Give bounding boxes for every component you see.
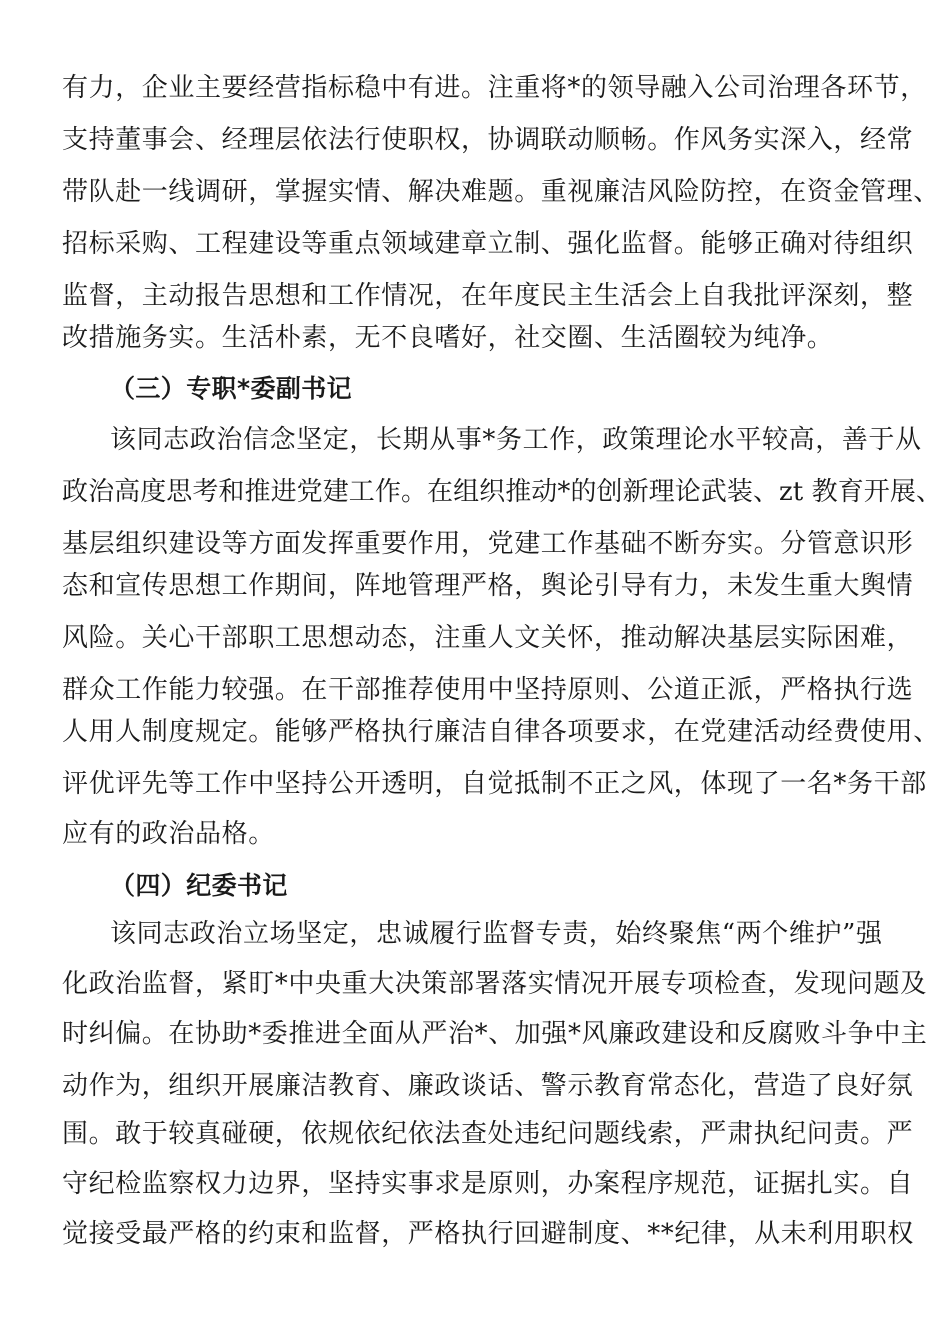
body-line: 动作为，组织开展廉洁教育、廉政谈话、警示教育常态化，营造了良好氛	[62, 1071, 914, 1101]
body-line: 应有的政治品格。	[62, 819, 275, 849]
body-line: 支持董事会、经理层依法行使职权，协调联动顺畅。作风务实深入，经常	[62, 125, 914, 155]
body-line: 评优评先等工作中坚持公开透明，自觉抵制不正之风，体现了一名*务干部	[62, 769, 927, 799]
body-line: 该同志政治立场坚定，忠诚履行监督专责，始终聚焦“两个维护”强	[110, 919, 883, 949]
body-line: 态和宣传思想工作期间，阵地管理严格，舆论引导有力，未发生重大舆情	[62, 571, 914, 601]
body-line: 人用人制度规定。能够严格执行廉洁自律各项要求，在党建活动经费使用、	[62, 717, 940, 747]
body-line: 围。敢于较真碰硬，依规依纪依法查处违纪问题线索，严肃执纪问责。严	[62, 1119, 914, 1149]
section-heading-three: （三）专职*委副书记	[110, 374, 353, 403]
body-line: 群众工作能力较强。在干部推荐使用中坚持原则、公道正派，严格执行选	[62, 675, 914, 705]
body-line: 守纪检监察权力边界，坚持实事求是原则，办案程序规范，证据扎实。自	[62, 1169, 914, 1199]
body-line: 基层组织建设等方面发挥重要作用，党建工作基础不断夯实。分管意识形	[62, 529, 914, 559]
body-line: 觉接受最严格的约束和监督，严格执行回避制度、**纪律，从未利用职权	[62, 1219, 914, 1249]
body-line: 招标采购、工程建设等重点领域建章立制、强化监督。能够正确对待组织	[62, 229, 914, 259]
body-line: 改措施务实。生活朴素，无不良嗜好，社交圈、生活圈较为纯净。	[62, 323, 834, 353]
body-line: 带队赴一线调研，掌握实情、解决难题。重视廉洁风险防控，在资金管理、	[62, 177, 940, 207]
section-heading-four: （四）纪委书记	[110, 871, 288, 900]
body-line: 监督，主动报告思想和工作情况，在年度民主生活会上自我批评深刻，整	[62, 281, 914, 311]
body-line: 化政治监督，紧盯*中央重大决策部署落实情况开展专项检查，发现问题及	[62, 969, 927, 999]
body-line: 该同志政治信念坚定，长期从事*务工作，政策理论水平较高，善于从	[110, 425, 922, 455]
body-line: 风险。关心干部职工思想动态，注重人文关怀，推动解决基层实际困难，	[62, 623, 914, 653]
body-line: 有力，企业主要经营指标稳中有进。注重将*的领导融入公司治理各环节，	[62, 73, 927, 103]
body-line: 政治高度思考和推进党建工作。在组织推动*的创新理论武装、zt 教育开展、	[62, 477, 943, 507]
body-line: 时纠偏。在协助*委推进全面从严治*、加强*风廉政建设和反腐败斗争中主	[62, 1019, 928, 1049]
